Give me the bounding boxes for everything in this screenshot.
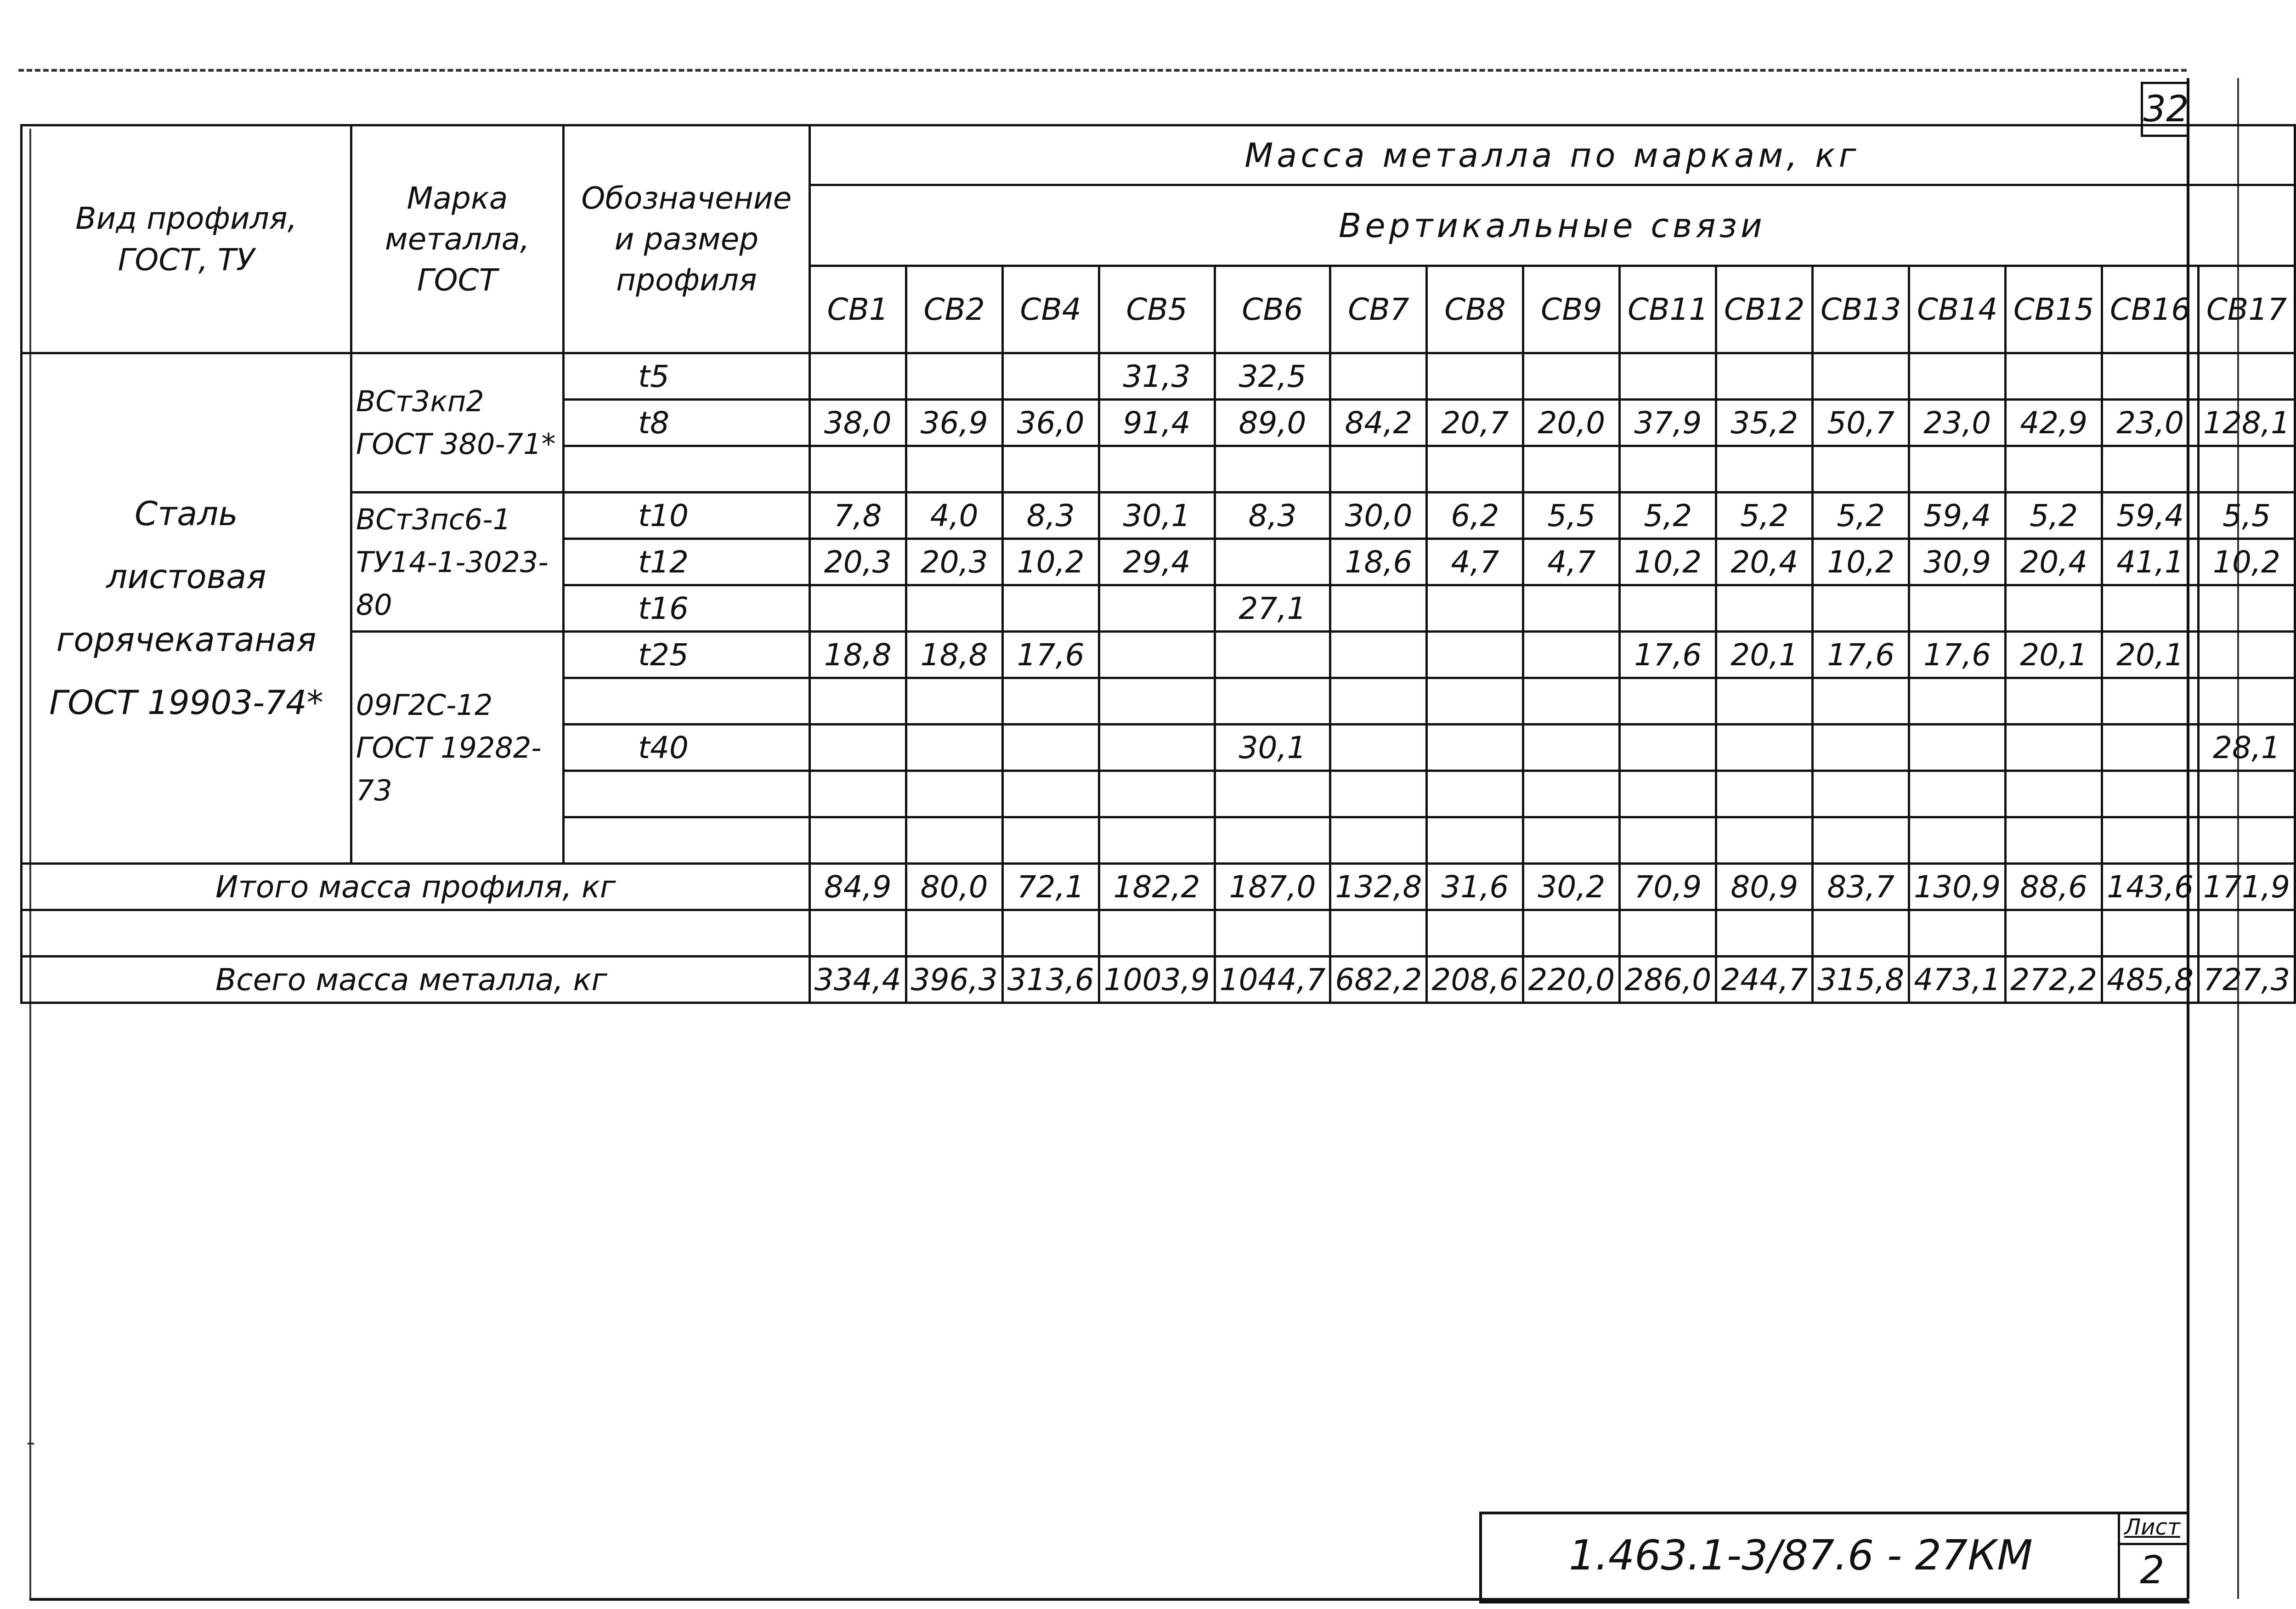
mark-header-cell: СВ6 — [1215, 266, 1330, 353]
subtotal-row-value: 31,6 — [1427, 864, 1523, 910]
trim-line — [18, 69, 2187, 72]
mark-header-cell: СВ4 — [1002, 266, 1099, 353]
mass-value-cell — [906, 446, 1002, 493]
mark-header-cell: СВ11 — [1620, 266, 1716, 353]
mass-value-cell: 50,7 — [1813, 400, 1909, 446]
mass-value-cell — [2006, 771, 2102, 817]
mass-value-cell — [1330, 446, 1427, 493]
mass-value-cell — [2102, 353, 2199, 400]
total-row-value: 682,2 — [1330, 957, 1427, 1003]
mass-value-cell — [2199, 771, 2295, 817]
mass-value-cell — [1909, 771, 2006, 817]
mass-value-cell: 84,2 — [1330, 400, 1427, 446]
mass-value-cell — [1813, 585, 1909, 632]
mass-value-cell: 10,2 — [1620, 539, 1716, 585]
mass-value-cell — [1523, 725, 1620, 771]
profile-size-cell: t25 — [564, 632, 810, 678]
mass-value-cell: 37,9 — [1620, 400, 1716, 446]
metal-grade-line: ГОСТ 380-71* — [356, 427, 556, 461]
profile-size-cell: t8 — [564, 400, 810, 446]
blank-cell — [1427, 910, 1523, 957]
mass-value-cell — [906, 771, 1002, 817]
subtotal-row-value: 30,2 — [1523, 864, 1620, 910]
mass-value-cell — [1620, 771, 1716, 817]
sheet-label: Лист — [2124, 1514, 2180, 1540]
metal-mass-table — [20, 124, 2296, 1004]
subtotal-row-value: 88,6 — [2006, 864, 2102, 910]
mass-value-cell: 8,3 — [1002, 493, 1099, 539]
mass-value-cell: 4,7 — [1427, 539, 1523, 585]
mass-value-cell — [1215, 446, 1330, 493]
subtotal-row-value: 84,9 — [809, 864, 906, 910]
metal-grade-cell — [351, 632, 563, 864]
total-row-value: 1044,7 — [1215, 957, 1330, 1003]
subtotal-row-value: 182,2 — [1099, 864, 1215, 910]
mass-value-cell — [1427, 817, 1523, 864]
mark-header-cell: СВ13 — [1813, 266, 1909, 353]
mass-value-cell — [1813, 817, 1909, 864]
mass-value-cell — [1620, 446, 1716, 493]
blank-cell — [1620, 910, 1716, 957]
mass-value-cell — [1099, 632, 1215, 678]
mass-value-cell — [2006, 678, 2102, 725]
mass-value-cell: 30,1 — [1099, 493, 1215, 539]
metal-grade-cell — [351, 493, 563, 632]
total-row-value: 272,2 — [2006, 957, 2102, 1003]
mass-value-cell — [2006, 725, 2102, 771]
subtotal-row-value: 143,6 — [2102, 864, 2199, 910]
mass-value-cell: 30,9 — [1909, 539, 2006, 585]
mass-value-cell — [1620, 585, 1716, 632]
mass-value-cell — [1002, 725, 1099, 771]
mass-value-cell — [1909, 353, 2006, 400]
mass-value-cell — [906, 678, 1002, 725]
mark-header-cell: СВ2 — [906, 266, 1002, 353]
mass-value-cell — [2199, 446, 2295, 493]
mass-value-cell — [1330, 632, 1427, 678]
mass-value-cell — [2199, 678, 2295, 725]
mark-header-cell: СВ17 — [2199, 266, 2295, 353]
mass-value-cell — [1002, 817, 1099, 864]
blank-cell — [22, 910, 810, 957]
table-row — [22, 493, 2295, 539]
profile-type-line: горячекатаная — [56, 620, 317, 659]
subtotal-row-value: 132,8 — [1330, 864, 1427, 910]
mass-value-cell — [2199, 585, 2295, 632]
mass-value-cell — [1620, 817, 1716, 864]
mass-value-cell: 128,1 — [2199, 400, 2295, 446]
mass-value-cell — [1330, 725, 1427, 771]
profile-size-cell — [564, 678, 810, 725]
subtotal-row-value: 130,9 — [1909, 864, 2006, 910]
total-row-value: 220,0 — [1523, 957, 1620, 1003]
metal-grade-line: 09Г2С-12 — [356, 688, 493, 722]
mass-value-cell — [2006, 817, 2102, 864]
mark-header-cell: СВ12 — [1716, 266, 1813, 353]
mass-value-cell — [1215, 539, 1330, 585]
mass-value-cell — [1620, 678, 1716, 725]
mass-value-cell — [1215, 632, 1330, 678]
mass-value-cell: 5,2 — [1813, 493, 1909, 539]
mass-value-cell — [906, 585, 1002, 632]
profile-type-cell — [22, 353, 351, 864]
mass-value-cell — [1002, 446, 1099, 493]
mass-value-cell — [1523, 632, 1620, 678]
mass-value-cell: 7,8 — [809, 493, 906, 539]
mark-header-cell: СВ5 — [1099, 266, 1215, 353]
blank-cell — [1330, 910, 1427, 957]
mass-value-cell: 59,4 — [2102, 493, 2199, 539]
mass-value-cell: 30,0 — [1330, 493, 1427, 539]
blank-cell — [1099, 910, 1215, 957]
subtotal-row — [22, 864, 2295, 910]
mass-value-cell — [1909, 678, 2006, 725]
mass-value-cell — [1099, 725, 1215, 771]
mass-value-cell — [2102, 725, 2199, 771]
mass-value-cell: 42,9 — [2006, 400, 2102, 446]
mass-value-cell — [1215, 771, 1330, 817]
header-metal-grade: Марка металла, ГОСТ — [351, 125, 563, 353]
mass-value-cell: 10,2 — [2199, 539, 2295, 585]
mass-value-cell — [1099, 771, 1215, 817]
mass-value-cell: 89,0 — [1215, 400, 1330, 446]
mass-value-cell — [809, 585, 906, 632]
mass-value-cell: 20,3 — [906, 539, 1002, 585]
mass-value-cell — [1523, 678, 1620, 725]
mass-value-cell — [2102, 446, 2199, 493]
mass-value-cell — [809, 725, 906, 771]
total-row-value: 485,8 — [2102, 957, 2199, 1003]
total-row-value: 244,7 — [1716, 957, 1813, 1003]
profile-type-line: ГОСТ 19903-74* — [49, 683, 323, 722]
total-row-value: 286,0 — [1620, 957, 1716, 1003]
mass-value-cell: 20,1 — [2102, 632, 2199, 678]
mass-value-cell: 31,3 — [1099, 353, 1215, 400]
blank-cell — [1523, 910, 1620, 957]
mass-value-cell — [2006, 585, 2102, 632]
mass-value-cell: 29,4 — [1099, 539, 1215, 585]
mass-value-cell: 36,0 — [1002, 400, 1099, 446]
mass-value-cell: 10,2 — [1002, 539, 1099, 585]
profile-size-cell: t12 — [564, 539, 810, 585]
mass-value-cell — [1813, 678, 1909, 725]
mass-value-cell — [1523, 353, 1620, 400]
mass-value-cell — [1620, 725, 1716, 771]
mass-value-cell — [1523, 585, 1620, 632]
mass-value-cell: 5,2 — [1716, 493, 1813, 539]
mass-value-cell: 36,9 — [906, 400, 1002, 446]
mark-header-cell: СВ1 — [809, 266, 906, 353]
mass-value-cell — [1813, 353, 1909, 400]
header-profile-type: Вид профиля, ГОСТ, ТУ — [22, 125, 351, 353]
mass-value-cell — [1716, 585, 1813, 632]
profile-size-cell: t10 — [564, 493, 810, 539]
mass-value-cell — [809, 353, 906, 400]
mass-value-cell — [2199, 632, 2295, 678]
mass-value-cell — [1716, 353, 1813, 400]
mark-header-cell: СВ15 — [2006, 266, 2102, 353]
mass-value-cell — [1099, 446, 1215, 493]
profile-size-cell — [564, 771, 810, 817]
blank-cell — [809, 910, 906, 957]
mass-value-cell: 17,6 — [1620, 632, 1716, 678]
mass-value-cell — [2102, 771, 2199, 817]
drawing-code: 1.463.1-3/87.6 - 27КМ — [1569, 1531, 2033, 1580]
mass-value-cell: 20,3 — [809, 539, 906, 585]
total-row-value: 334,4 — [809, 957, 906, 1003]
mass-value-cell: 5,5 — [2199, 493, 2295, 539]
blank-cell — [1813, 910, 1909, 957]
subtotal-row-label: Итого масса профиля, кг — [22, 864, 810, 910]
subtotal-row-value: 80,9 — [1716, 864, 1813, 910]
mass-value-cell — [1813, 446, 1909, 493]
mass-value-cell — [1002, 585, 1099, 632]
mass-value-cell: 59,4 — [1909, 493, 2006, 539]
mass-value-cell: 17,6 — [1909, 632, 2006, 678]
mark-header-cell: СВ7 — [1330, 266, 1427, 353]
total-row-value: 473,1 — [1909, 957, 2006, 1003]
mass-value-cell — [1427, 632, 1523, 678]
total-row-label: Всего масса металла, кг — [22, 957, 810, 1003]
metal-grade-line: ВСт3пс6-1 — [356, 502, 511, 536]
mass-value-cell — [1909, 725, 2006, 771]
mass-value-cell: 5,2 — [2006, 493, 2102, 539]
mark-header-cell: СВ9 — [1523, 266, 1620, 353]
mass-value-cell — [2102, 678, 2199, 725]
mass-value-cell — [1330, 771, 1427, 817]
mass-value-cell: 17,6 — [1813, 632, 1909, 678]
mass-value-cell — [906, 817, 1002, 864]
header-profile-size: Обозначение и размер профиля — [564, 125, 810, 353]
total-row-value: 313,6 — [1002, 957, 1099, 1003]
mass-value-cell — [1716, 678, 1813, 725]
mass-value-cell: 28,1 — [2199, 725, 2295, 771]
profile-size-cell: t5 — [564, 353, 810, 400]
blank-cell — [1002, 910, 1099, 957]
mass-value-cell: 35,2 — [1716, 400, 1813, 446]
total-row-value: 396,3 — [906, 957, 1002, 1003]
mass-value-cell — [809, 446, 906, 493]
mass-value-cell: 5,5 — [1523, 493, 1620, 539]
blank-cell — [1215, 910, 1330, 957]
mass-value-cell — [1099, 817, 1215, 864]
mass-value-cell — [906, 353, 1002, 400]
mass-value-cell — [1427, 771, 1523, 817]
header-group-title: Вертикальные связи — [809, 185, 2295, 266]
mass-value-cell: 10,2 — [1813, 539, 1909, 585]
mass-value-cell — [1716, 446, 1813, 493]
blank-cell — [2199, 910, 2295, 957]
mass-value-cell — [2199, 353, 2295, 400]
mass-value-cell — [1813, 725, 1909, 771]
mass-value-cell: 20,0 — [1523, 400, 1620, 446]
mass-value-cell — [1330, 585, 1427, 632]
mass-value-cell — [1523, 771, 1620, 817]
mass-value-cell: 8,3 — [1215, 493, 1330, 539]
mass-value-cell: 20,4 — [1716, 539, 1813, 585]
blank-row — [22, 910, 2295, 957]
metal-grade-line: ВСт3кп2 — [356, 385, 484, 418]
metal-grade-line: ТУ14-1-3023-80 — [356, 545, 549, 622]
mass-value-cell: 4,7 — [1523, 539, 1620, 585]
mass-value-cell: 23,0 — [1909, 400, 2006, 446]
mass-value-cell — [1099, 678, 1215, 725]
mark-header-cell: СВ16 — [2102, 266, 2199, 353]
profile-size-cell: t16 — [564, 585, 810, 632]
mass-value-cell — [2102, 585, 2199, 632]
sheet-number: 2 — [2140, 1547, 2165, 1592]
mass-value-cell: 38,0 — [809, 400, 906, 446]
total-row-value: 727,3 — [2199, 957, 2295, 1003]
mass-value-cell — [1813, 771, 1909, 817]
mass-value-cell: 20,7 — [1427, 400, 1523, 446]
mass-value-cell: 6,2 — [1427, 493, 1523, 539]
mass-value-cell — [1909, 817, 2006, 864]
profile-type-line: листовая — [106, 557, 266, 596]
mass-value-cell: 41,1 — [2102, 539, 2199, 585]
mass-value-cell — [2199, 817, 2295, 864]
total-row-value: 208,6 — [1427, 957, 1523, 1003]
mass-value-cell — [809, 817, 906, 864]
mass-value-cell — [1427, 585, 1523, 632]
mass-value-cell — [1215, 817, 1330, 864]
blank-cell — [1909, 910, 2006, 957]
mass-value-cell — [1215, 678, 1330, 725]
margin-tick — [28, 1443, 34, 1445]
blank-cell — [906, 910, 1002, 957]
mass-value-cell: 27,1 — [1215, 585, 1330, 632]
mass-value-cell — [1427, 678, 1523, 725]
mass-value-cell — [1002, 771, 1099, 817]
mark-header-cell: СВ8 — [1427, 266, 1523, 353]
mass-value-cell — [1330, 678, 1427, 725]
subtotal-row-value: 187,0 — [1215, 864, 1330, 910]
mass-value-cell: 18,6 — [1330, 539, 1427, 585]
total-row — [22, 957, 2295, 1003]
subtotal-row-value: 72,1 — [1002, 864, 1099, 910]
profile-size-cell — [564, 446, 810, 493]
table-row — [22, 632, 2295, 678]
blank-cell — [2102, 910, 2199, 957]
mass-value-cell: 18,8 — [906, 632, 1002, 678]
subtotal-row-value: 80,0 — [906, 864, 1002, 910]
metal-grade-cell — [351, 353, 563, 493]
mass-value-cell: 18,8 — [809, 632, 906, 678]
header-mass-title: Масса металла по маркам, кг — [809, 125, 2295, 185]
mass-value-cell — [2006, 446, 2102, 493]
total-row-value: 315,8 — [1813, 957, 1909, 1003]
mass-value-cell: 20,4 — [2006, 539, 2102, 585]
mass-value-cell — [809, 771, 906, 817]
table-row — [22, 353, 2295, 400]
mass-value-cell — [809, 678, 906, 725]
mass-value-cell: 4,0 — [906, 493, 1002, 539]
mass-value-cell — [1716, 771, 1813, 817]
mass-value-cell: 17,6 — [1002, 632, 1099, 678]
subtotal-row-value: 70,9 — [1620, 864, 1716, 910]
total-row-value: 1003,9 — [1099, 957, 1215, 1003]
profile-size-cell: t40 — [564, 725, 810, 771]
mass-value-cell: 20,1 — [2006, 632, 2102, 678]
mass-value-cell — [1330, 353, 1427, 400]
mass-value-cell — [1427, 725, 1523, 771]
mass-value-cell — [1909, 446, 2006, 493]
page-number: 32 — [2141, 82, 2189, 137]
mass-value-cell: 91,4 — [1099, 400, 1215, 446]
metal-grade-line: ГОСТ 19282-73 — [356, 731, 542, 807]
mass-value-cell: 23,0 — [2102, 400, 2199, 446]
mark-header-cell: СВ14 — [1909, 266, 2006, 353]
mass-value-cell — [2102, 817, 2199, 864]
mass-value-cell — [1427, 353, 1523, 400]
mass-value-cell: 30,1 — [1215, 725, 1330, 771]
profile-size-cell — [564, 817, 810, 864]
mass-value-cell — [1427, 446, 1523, 493]
subtotal-row-value: 83,7 — [1813, 864, 1909, 910]
mass-value-cell — [1523, 817, 1620, 864]
mass-value-cell — [1716, 817, 1813, 864]
mass-value-cell — [1099, 585, 1215, 632]
mass-value-cell — [1523, 446, 1620, 493]
mass-value-cell — [1909, 585, 2006, 632]
mass-value-cell — [1002, 678, 1099, 725]
mass-value-cell — [1620, 353, 1716, 400]
mass-value-cell — [2006, 353, 2102, 400]
mass-value-cell — [1716, 725, 1813, 771]
mass-value-cell — [1002, 353, 1099, 400]
blank-cell — [1716, 910, 1813, 957]
subtotal-row-value: 171,9 — [2199, 864, 2295, 910]
mass-value-cell — [1330, 817, 1427, 864]
blank-cell — [2006, 910, 2102, 957]
mass-value-cell: 20,1 — [1716, 632, 1813, 678]
profile-type-line: Сталь — [135, 494, 238, 533]
mass-value-cell: 32,5 — [1215, 353, 1330, 400]
mass-value-cell: 5,2 — [1620, 493, 1716, 539]
mass-value-cell — [906, 725, 1002, 771]
